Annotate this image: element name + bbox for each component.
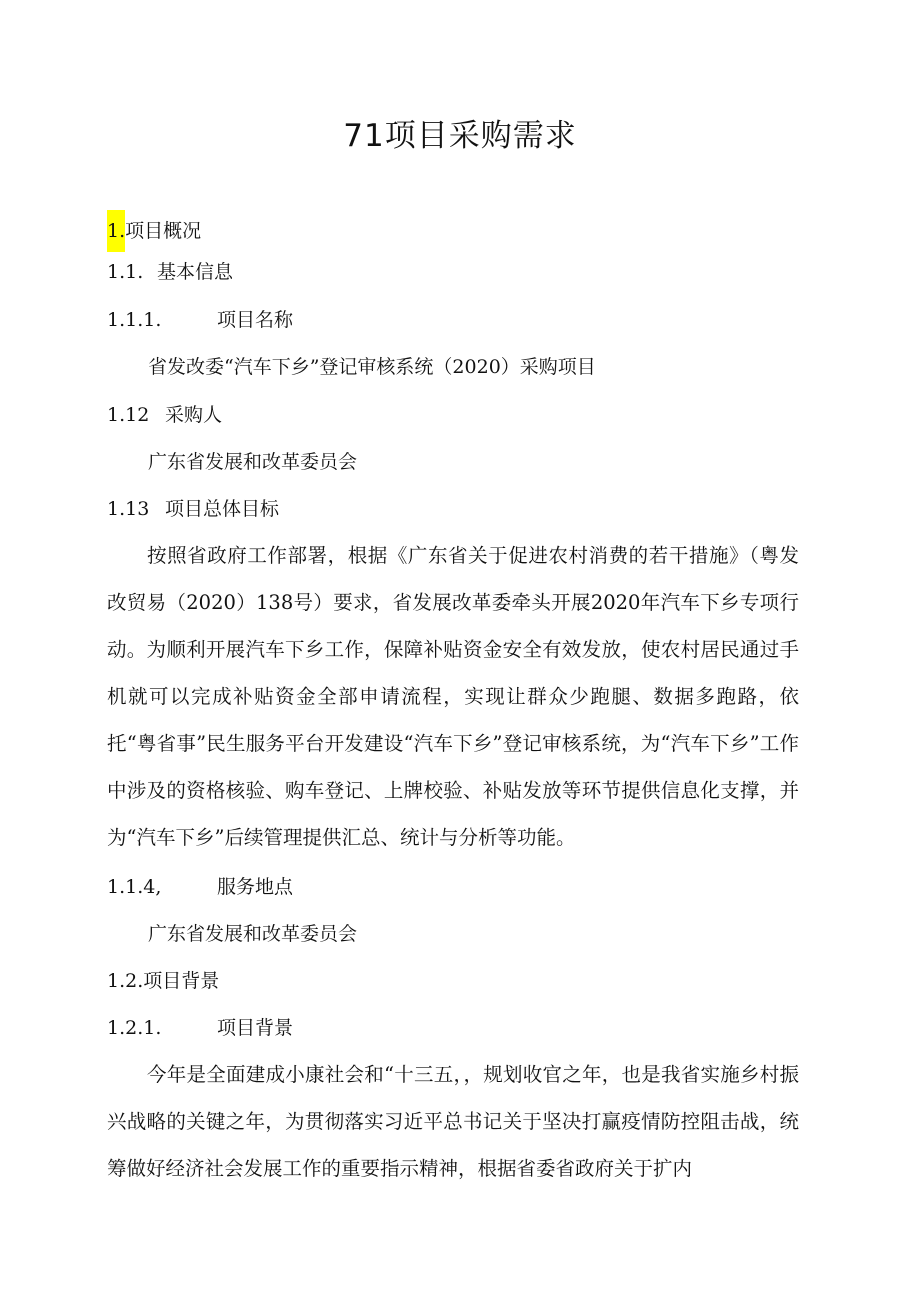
- heading-1-1-3-number: 1.13: [107, 498, 150, 520]
- heading-1-1-2: [107, 400, 222, 430]
- heading-1-2-1-number: 1.2.1.: [107, 1017, 162, 1039]
- heading-1-2-1-label: 项目背景: [217, 1017, 294, 1039]
- heading-1-1-4-number: 1.1.4,: [107, 876, 162, 898]
- heading-1-1-4-label: 服务地点: [217, 876, 294, 898]
- page-title: 71项目采购需求: [343, 118, 577, 154]
- heading-1-1: [107, 257, 233, 287]
- heading-1-1-4: [107, 872, 293, 902]
- heading-1-1-label: 基本信息: [157, 261, 234, 283]
- heading-1-number: 1.: [107, 210, 125, 252]
- background-paragraph: 今年是全面建成小康社会和“十三五，，规划收官之年，也是我省实施乡村振兴战略的关键之年，为贯彻落实习近平总书记关于坚决打赢疫情防控阻击战，统筹做好经济社会发展工作的重要指示精神，根据省委省政府关于扩内: [107, 1063, 799, 1180]
- heading-1-2-1: [107, 1013, 293, 1043]
- heading-1-1-3: [107, 494, 279, 524]
- heading-1-2-label: 项目背景: [143, 970, 220, 992]
- service-location-text: 广东省发展和改革委员会: [148, 923, 358, 945]
- heading-1-1-2-label: 采购人: [165, 404, 223, 426]
- heading-1-1-1-label: 项目名称: [217, 309, 294, 331]
- heading-1-2: [107, 966, 219, 996]
- heading-1-1-1: [107, 305, 293, 335]
- heading-1-1-1-number: 1.1.1.: [107, 309, 162, 331]
- heading-1-2-number: 1.2.: [107, 970, 144, 992]
- heading-1-1-3-label: 项目总体目标: [165, 498, 280, 520]
- purchaser-text: 广东省发展和改革委员会: [148, 451, 358, 473]
- heading-1: [107, 210, 201, 252]
- goal-paragraph: 按照省政府工作部署，根据《广东省关于促进农村消费的若干措施》（粤发改贸易（2020）138号）要求，省发展改革委牵头开展2020年汽车下乡专项行动。为顺利开展汽车下乡工作，保障补贴资金安全有效发放，使农村居民通过手机就可以完成补贴资金全部申请流程，实现让群众少跑腿、数据多跑路，依托“粤省事”民生服务平台开发建设“汽车下乡”登记审核系统，为“汽车下乡”工作中涉及的资格核验、购车登记、上牌校验、补贴发放等环节提供信息化支撑，并为“汽车下乡”后续管理提供汇总、统计与分析等功能。: [107, 544, 799, 849]
- heading-1-1-2-number: 1.12: [107, 404, 150, 426]
- heading-1-1-number: 1.1.: [107, 261, 144, 283]
- heading-1-label: 项目概况: [125, 220, 202, 242]
- project-name-text: 省发改委“汽车下乡”登记审核系统（2020）采购项目: [148, 356, 596, 378]
